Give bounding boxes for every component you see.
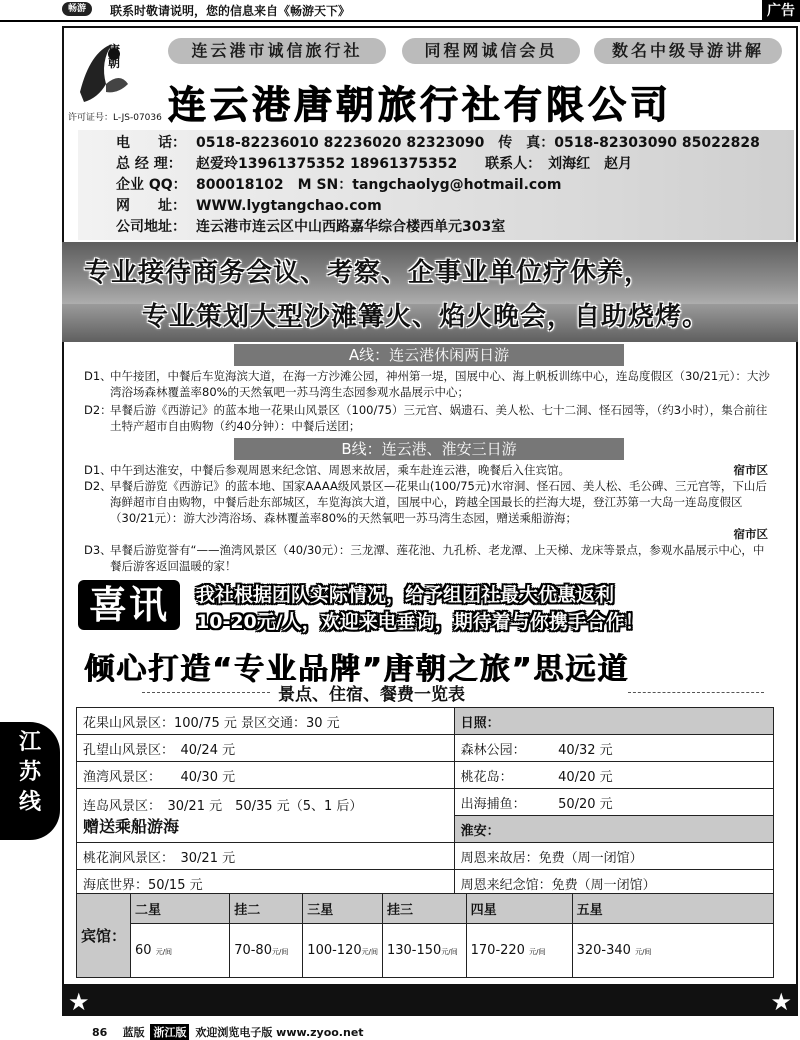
hotel-price: 130-150元/间 [382, 924, 466, 978]
top-bar [0, 0, 800, 22]
table-row [77, 894, 774, 924]
logo-text: 唐朝 [108, 43, 121, 70]
table-row [77, 789, 774, 816]
contact-block [78, 130, 794, 240]
magazine-logo: 畅游 [62, 2, 92, 16]
pill-2: 同程网诚信会员 [402, 38, 580, 64]
price-cell: 花果山风景区：100/75 元 景区交通：30 元 [77, 708, 455, 735]
service-banner [62, 242, 798, 342]
promo-line-2: 10-20元/人，欢迎来电垂询，期待着与你携手合作！ [196, 611, 644, 633]
company-logo [70, 32, 136, 108]
route-b-day-2: D2、 早餐后游览《西游记》的蓝本地、国家AAAA级风景区—花果山(100/75元)水帘洞、怪石园、美人松、毛公碑、三元宫等，下山后海鲜超市自由购物，中餐后赴东部城区，车览海滨大道，国展中心，跨越全国最长的拦海大堤，登江苏第一大岛一连岛度假区（30/21元）：游大沙湾浴场、森林覆盖率80%的天然氧吧一苏马湾生态园，赠送乘船游海； 宿市区 [84, 479, 768, 541]
route-b-day-3: D3、 早餐后游览誉有“——渔湾风景区（40/30元）：三龙潭、莲花池、九孔桥、老龙潭、上天梯、龙床等景点，参观水晶展示中心，中餐后游客返回温暖的家！ [84, 543, 765, 573]
hotel-header: 挂三 [382, 894, 466, 924]
price-cell: 孔望山风景区： 40/24 元 [77, 735, 455, 762]
edition-tag: 蓝版 [122, 1026, 145, 1039]
table-row [77, 843, 774, 870]
company-name: 连云港唐朝旅行社有限公司 [168, 83, 673, 127]
price-cell: 出海捕鱼： 50/20 元 [454, 789, 773, 816]
source-note: 联系时敬请说明，您的信息来自《畅游天下》 [110, 4, 351, 18]
hotel-header: 四星 [466, 894, 572, 924]
page-footer [92, 1024, 364, 1040]
pill-3: 数名中级导游讲解 [594, 38, 782, 64]
hotel-price: 320-340 元/间 [572, 924, 773, 978]
hotel-header: 三星 [303, 894, 383, 924]
banner-line-1: 专业接待商务会议、考察、企事业单位疗休养， [84, 258, 652, 288]
promo-line-1: 我社根据团队实际情况，给予组团社最大优惠返利 [196, 584, 615, 606]
banner-line-2: 专业策划大型沙滩篝火、焰火晚会，自助烧烤。 [142, 302, 710, 332]
bottom-star-bar [62, 986, 798, 1016]
hotel-header: 二星 [131, 894, 230, 924]
hotel-price: 170-220 元/间 [466, 924, 572, 978]
ad-label: 广告 [762, 0, 800, 22]
contact-address: 公司地址： 连云港市连云区中山西路嘉华综合楼西单元303室 [116, 219, 506, 235]
route-a-day-2: D2： 早餐后游《西游记》的蓝本地一花果山风景区（100/75）三元宫、娲遗石、美人松、七十二洞、怪石园等，（约3小时），集合前往土特产超市自由购物（约40分钟）：中餐后送团； [84, 403, 768, 433]
price-cell: 渔湾风景区： 40/30 元 [77, 762, 455, 789]
table-row [77, 762, 774, 789]
table-row [77, 924, 774, 978]
price-cell: 森林公园： 40/32 元 [454, 735, 773, 762]
price-table-title: 景点、住宿、餐费一览表 [278, 685, 465, 705]
price-cell: 海底世界：50/15 元 [77, 870, 455, 897]
free-boat-note: 赠送乘船游海 [83, 816, 180, 836]
region-side-tab: 江苏线 [0, 722, 60, 840]
edition-tag-zhejiang: 浙江版 [150, 1024, 189, 1040]
region-header: 日照： [454, 708, 773, 735]
region-header: 淮安： [454, 816, 773, 843]
price-cell: 周恩来纪念馆：免费（周一闭馆） [454, 870, 773, 897]
table-row [77, 735, 774, 762]
route-a-day-1: D1、 中午接团，中餐后车览海滨大道，在海一方沙滩公园，神州第一堤，国展中心、海上帆板训练中心，连岛度假区（30/21元）：大沙湾浴场森林覆盖率80%的天然氧吧一苏马湾生态园参观水晶展示中心； [84, 369, 770, 399]
stay-label: 宿市区 [733, 527, 768, 541]
pill-1: 连云港市诚信旅行社 [168, 38, 386, 64]
hotel-label: 宾馆： [77, 894, 131, 978]
ebook-url[interactable]: 欢迎浏览电子版 www.zyoo.net [195, 1026, 364, 1039]
price-cell: 连岛风景区： 30/21 元 50/35 元（5、1 后） 赠送乘船游海 [77, 789, 455, 843]
permit-number: 许可证号：L-JS-07036 [68, 113, 162, 123]
price-table [76, 707, 774, 897]
hotel-price: 70-80元/间 [230, 924, 303, 978]
price-cell: 周恩来故居：免费（周一闭馆） [454, 843, 773, 870]
price-cell: 桃花涧风景区： 30/21 元 [77, 843, 455, 870]
star-icon: ★ [770, 988, 792, 1016]
route-a-title: A线：连云港休闲两日游 [234, 344, 624, 366]
divider-right [628, 692, 764, 693]
stay-label: 宿市区 [733, 463, 768, 477]
route-b-title: B线：连云港、淮安三日游 [234, 438, 624, 460]
price-cell: 桃花岛： 40/20 元 [454, 762, 773, 789]
hotel-header: 挂二 [230, 894, 303, 924]
star-icon: ★ [68, 988, 90, 1016]
page-number: 86 [92, 1026, 108, 1039]
hotel-header: 五星 [572, 894, 773, 924]
route-b-day-1: D1、 中午到达淮安，中餐后参观周恩来纪念馆、周恩来故居，乘车赴连云港，晚餐后入住宾馆。 宿市区 [84, 463, 768, 477]
table-row [77, 708, 774, 735]
hotel-price: 100-120元/间 [303, 924, 383, 978]
hotel-price: 60 元/间 [131, 924, 230, 978]
contact-phone: 电 话： 0518-82236010 82236020 82323090 传 真：0518-82303090 85022828 [116, 135, 760, 151]
hotel-table [76, 893, 774, 978]
good-news-badge: 喜讯 [78, 580, 180, 630]
contact-qq: 企业 QQ： 800018102 M SN：tangchaolyg@hotmail.com [116, 177, 562, 193]
contact-website: 网 址： WWW.lygtangchao.com [116, 198, 382, 214]
contact-manager: 总 经 理： 赵爱玲13961375352 18961375352 联系人： 刘海红 赵月 [116, 156, 633, 172]
slogan: 倾心打造“专业品牌”唐朝之旅”思远道 [84, 652, 630, 687]
divider-left [142, 692, 270, 693]
